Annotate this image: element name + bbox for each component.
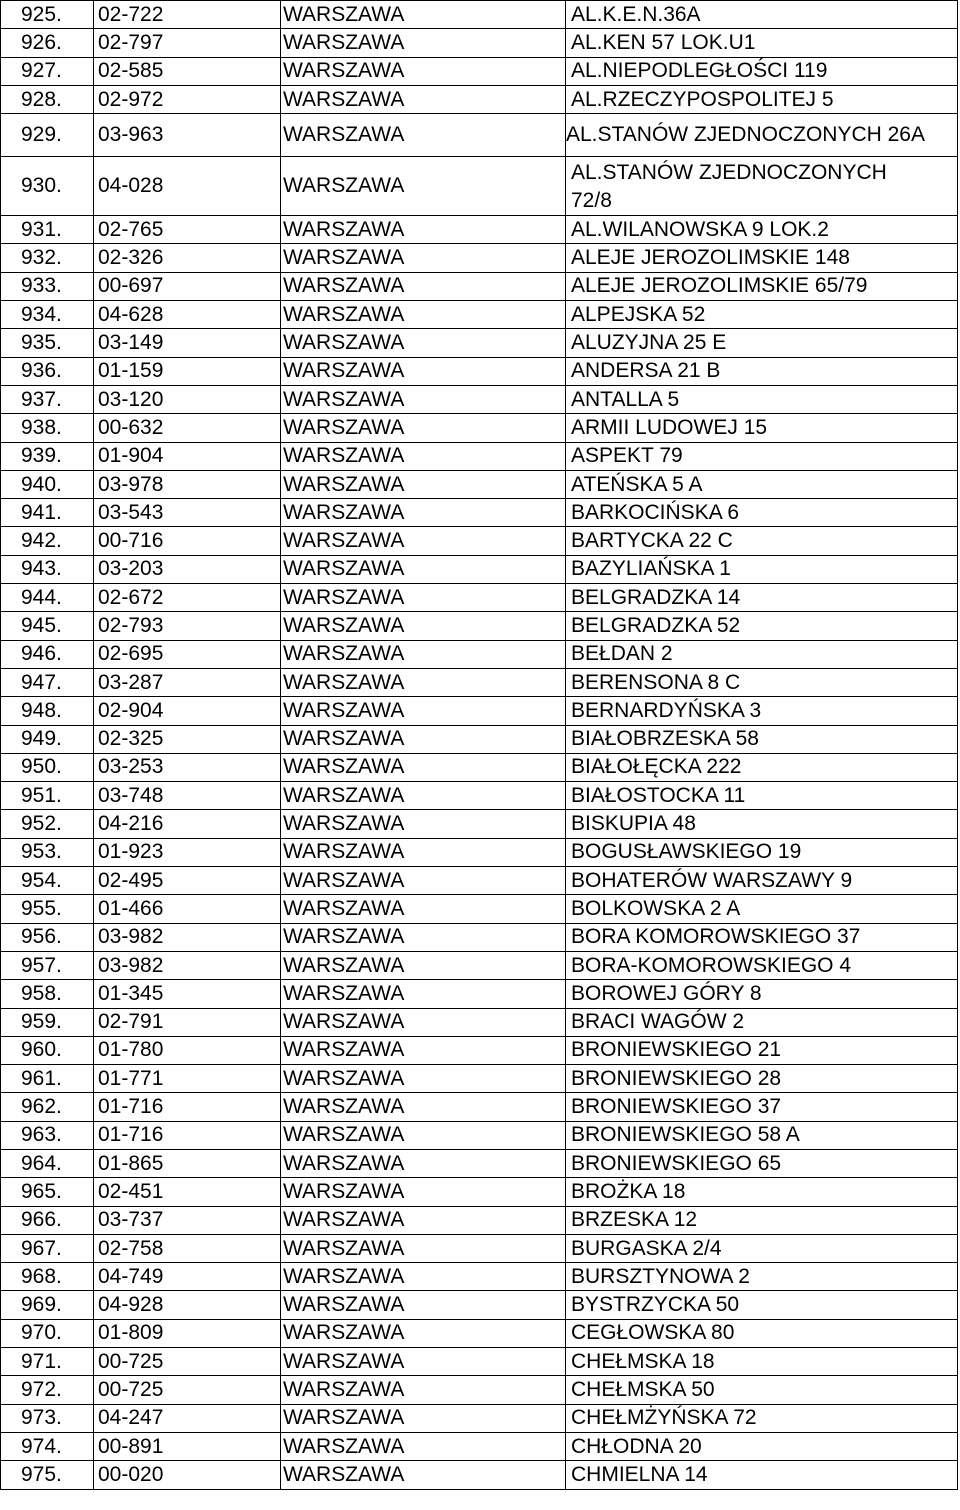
street-address: BARTYCKA 22 C: [566, 527, 958, 555]
table-row: [1, 1319, 958, 1347]
city-name: WARSZAWA: [281, 838, 566, 866]
row-number: 952.: [1, 810, 94, 838]
street-address: ATEŃSKA 5 A: [566, 470, 958, 498]
postal-code: 01-865: [94, 1149, 281, 1177]
city-name: WARSZAWA: [281, 272, 566, 300]
table-row: [1, 612, 958, 640]
postal-code: 03-982: [94, 923, 281, 951]
postal-code: 01-771: [94, 1065, 281, 1093]
table-row: [1, 29, 958, 57]
city-name: WARSZAWA: [281, 1319, 566, 1347]
row-number: 957.: [1, 951, 94, 979]
row-number: 938.: [1, 414, 94, 442]
postal-code: 01-809: [94, 1319, 281, 1347]
table-row: [1, 838, 958, 866]
street-address: CHEŁMSKA 18: [566, 1348, 958, 1376]
postal-code: 03-287: [94, 668, 281, 696]
city-name: WARSZAWA: [281, 301, 566, 329]
postal-code: 03-543: [94, 499, 281, 527]
row-number: 973.: [1, 1404, 94, 1432]
table-row: [1, 385, 958, 413]
city-name: WARSZAWA: [281, 1036, 566, 1064]
table-row: [1, 867, 958, 895]
row-number: 942.: [1, 527, 94, 555]
table-row: [1, 114, 958, 157]
row-number: 947.: [1, 668, 94, 696]
postal-code: 02-722: [94, 1, 281, 29]
city-name: WARSZAWA: [281, 640, 566, 668]
city-name: WARSZAWA: [281, 114, 566, 157]
city-name: WARSZAWA: [281, 1, 566, 29]
postal-code: 01-345: [94, 980, 281, 1008]
city-name: WARSZAWA: [281, 668, 566, 696]
street-address: BOGUSŁAWSKIEGO 19: [566, 838, 958, 866]
city-name: WARSZAWA: [281, 29, 566, 57]
table-row: [1, 216, 958, 244]
street-address: ARMII LUDOWEJ 15: [566, 414, 958, 442]
row-number: 956.: [1, 923, 94, 951]
postal-code: 04-628: [94, 301, 281, 329]
row-number: 948.: [1, 697, 94, 725]
street-address: BROŻKA 18: [566, 1178, 958, 1206]
street-address: ALEJE JEROZOLIMSKIE 148: [566, 244, 958, 272]
table-row: [1, 1376, 958, 1404]
street-address: BYSTRZYCKA 50: [566, 1291, 958, 1319]
street-address: BEŁDAN 2: [566, 640, 958, 668]
address-table-body: [1, 1, 958, 1490]
table-row: [1, 1065, 958, 1093]
postal-code: 03-963: [94, 114, 281, 157]
table-row: [1, 1234, 958, 1262]
row-number: 955.: [1, 895, 94, 923]
city-name: WARSZAWA: [281, 980, 566, 1008]
row-number: 963.: [1, 1121, 94, 1149]
table-row: [1, 329, 958, 357]
postal-code: 00-632: [94, 414, 281, 442]
row-number: 975.: [1, 1461, 94, 1489]
table-row: [1, 57, 958, 85]
street-address: BRZESKA 12: [566, 1206, 958, 1234]
street-address: BISKUPIA 48: [566, 810, 958, 838]
street-address: BERENSONA 8 C: [566, 668, 958, 696]
postal-code: 02-326: [94, 244, 281, 272]
city-name: WARSZAWA: [281, 1206, 566, 1234]
row-number: 953.: [1, 838, 94, 866]
postal-code: 02-972: [94, 85, 281, 113]
city-name: WARSZAWA: [281, 1149, 566, 1177]
city-name: WARSZAWA: [281, 725, 566, 753]
row-number: 974.: [1, 1432, 94, 1460]
row-number: 939.: [1, 442, 94, 470]
street-address: BRONIEWSKIEGO 21: [566, 1036, 958, 1064]
street-address: BOROWEJ GÓRY 8: [566, 980, 958, 1008]
table-row: [1, 697, 958, 725]
row-number: 927.: [1, 57, 94, 85]
postal-code: 00-020: [94, 1461, 281, 1489]
table-row: [1, 895, 958, 923]
city-name: WARSZAWA: [281, 414, 566, 442]
row-number: 965.: [1, 1178, 94, 1206]
postal-code: 02-797: [94, 29, 281, 57]
street-address: BERNARDYŃSKA 3: [566, 697, 958, 725]
city-name: WARSZAWA: [281, 157, 566, 216]
city-name: WARSZAWA: [281, 442, 566, 470]
row-number: 930.: [1, 157, 94, 216]
city-name: WARSZAWA: [281, 385, 566, 413]
row-number: 961.: [1, 1065, 94, 1093]
street-address: ASPEKT 79: [566, 442, 958, 470]
table-row: [1, 584, 958, 612]
city-name: WARSZAWA: [281, 697, 566, 725]
table-row: [1, 470, 958, 498]
city-name: WARSZAWA: [281, 216, 566, 244]
city-name: WARSZAWA: [281, 923, 566, 951]
street-address: AL.K.E.N.36A: [566, 1, 958, 29]
city-name: WARSZAWA: [281, 357, 566, 385]
city-name: WARSZAWA: [281, 951, 566, 979]
table-row: [1, 1178, 958, 1206]
city-name: WARSZAWA: [281, 810, 566, 838]
postal-code: 03-978: [94, 470, 281, 498]
city-name: WARSZAWA: [281, 867, 566, 895]
street-address: AL.KEN 57 LOK.U1: [566, 29, 958, 57]
row-number: 950.: [1, 753, 94, 781]
row-number: 972.: [1, 1376, 94, 1404]
postal-code: 02-904: [94, 697, 281, 725]
street-address: AL.STANÓW ZJEDNOCZONYCH 26A: [566, 114, 958, 157]
postal-code: 01-466: [94, 895, 281, 923]
postal-code: 03-737: [94, 1206, 281, 1234]
table-row: [1, 157, 958, 216]
table-row: [1, 1149, 958, 1177]
row-number: 969.: [1, 1291, 94, 1319]
row-number: 940.: [1, 470, 94, 498]
city-name: WARSZAWA: [281, 1348, 566, 1376]
city-name: WARSZAWA: [281, 470, 566, 498]
postal-code: 02-758: [94, 1234, 281, 1262]
city-name: WARSZAWA: [281, 555, 566, 583]
table-row: [1, 85, 958, 113]
street-address: AL.NIEPODLEGŁOŚCI 119: [566, 57, 958, 85]
city-name: WARSZAWA: [281, 1263, 566, 1291]
postal-code: 03-982: [94, 951, 281, 979]
table-row: [1, 1, 958, 29]
postal-code: 04-928: [94, 1291, 281, 1319]
postal-code: 03-203: [94, 555, 281, 583]
table-row: [1, 1461, 958, 1489]
street-address: BARKOCIŃSKA 6: [566, 499, 958, 527]
city-name: WARSZAWA: [281, 527, 566, 555]
city-name: WARSZAWA: [281, 1178, 566, 1206]
street-address: BOLKOWSKA 2 A: [566, 895, 958, 923]
city-name: WARSZAWA: [281, 1121, 566, 1149]
street-address: CHEŁMSKA 50: [566, 1376, 958, 1404]
postal-code: 01-716: [94, 1121, 281, 1149]
city-name: WARSZAWA: [281, 782, 566, 810]
city-name: WARSZAWA: [281, 584, 566, 612]
table-row: [1, 1121, 958, 1149]
row-number: 964.: [1, 1149, 94, 1177]
row-number: 958.: [1, 980, 94, 1008]
table-row: [1, 923, 958, 951]
street-address: ANTALLA 5: [566, 385, 958, 413]
street-address: ALUZYJNA 25 E: [566, 329, 958, 357]
street-address: AL.WILANOWSKA 9 LOK.2: [566, 216, 958, 244]
city-name: WARSZAWA: [281, 57, 566, 85]
row-number: 966.: [1, 1206, 94, 1234]
table-row: [1, 725, 958, 753]
table-row: [1, 301, 958, 329]
postal-code: 02-672: [94, 584, 281, 612]
postal-code: 02-695: [94, 640, 281, 668]
table-row: [1, 1036, 958, 1064]
city-name: WARSZAWA: [281, 1432, 566, 1460]
table-row: [1, 244, 958, 272]
table-row: [1, 980, 958, 1008]
table-row: [1, 753, 958, 781]
street-address: BURGASKA 2/4: [566, 1234, 958, 1262]
city-name: WARSZAWA: [281, 1093, 566, 1121]
postal-code: 00-725: [94, 1348, 281, 1376]
row-number: 941.: [1, 499, 94, 527]
table-row: [1, 527, 958, 555]
street-address: BRONIEWSKIEGO 58 A: [566, 1121, 958, 1149]
street-address: BORA-KOMOROWSKIEGO 4: [566, 951, 958, 979]
street-address: BRONIEWSKIEGO 65: [566, 1149, 958, 1177]
city-name: WARSZAWA: [281, 1461, 566, 1489]
street-address: BOHATERÓW WARSZAWY 9: [566, 867, 958, 895]
table-row: [1, 1008, 958, 1036]
row-number: 926.: [1, 29, 94, 57]
street-address: ALEJE JEROZOLIMSKIE 65/79: [566, 272, 958, 300]
postal-code: 03-120: [94, 385, 281, 413]
street-address: CHEŁMŻYŃSKA 72: [566, 1404, 958, 1432]
row-number: 959.: [1, 1008, 94, 1036]
postal-code: 02-791: [94, 1008, 281, 1036]
postal-code: 02-451: [94, 1178, 281, 1206]
table-row: [1, 668, 958, 696]
postal-code: 04-028: [94, 157, 281, 216]
postal-code: 02-793: [94, 612, 281, 640]
postal-code: 02-325: [94, 725, 281, 753]
street-address: BELGRADZKA 52: [566, 612, 958, 640]
city-name: WARSZAWA: [281, 895, 566, 923]
postal-code: 01-159: [94, 357, 281, 385]
row-number: 934.: [1, 301, 94, 329]
street-address: BRONIEWSKIEGO 37: [566, 1093, 958, 1121]
row-number: 933.: [1, 272, 94, 300]
table-row: [1, 951, 958, 979]
postal-code: 00-697: [94, 272, 281, 300]
row-number: 971.: [1, 1348, 94, 1376]
city-name: WARSZAWA: [281, 1376, 566, 1404]
row-number: 960.: [1, 1036, 94, 1064]
street-address: BRONIEWSKIEGO 28: [566, 1065, 958, 1093]
postal-code: 01-780: [94, 1036, 281, 1064]
street-address: CHŁODNA 20: [566, 1432, 958, 1460]
postal-code: 02-765: [94, 216, 281, 244]
row-number: 936.: [1, 357, 94, 385]
postal-code: 01-716: [94, 1093, 281, 1121]
table-row: [1, 810, 958, 838]
postal-code: 00-891: [94, 1432, 281, 1460]
row-number: 968.: [1, 1263, 94, 1291]
postal-code: 02-495: [94, 867, 281, 895]
city-name: WARSZAWA: [281, 499, 566, 527]
row-number: 931.: [1, 216, 94, 244]
row-number: 928.: [1, 85, 94, 113]
table-row: [1, 1432, 958, 1460]
street-address: BIAŁOBRZESKA 58: [566, 725, 958, 753]
table-row: [1, 1404, 958, 1432]
postal-code: 00-725: [94, 1376, 281, 1404]
table-row: [1, 1093, 958, 1121]
table-row: [1, 499, 958, 527]
street-address: ALPEJSKA 52: [566, 301, 958, 329]
table-row: [1, 1291, 958, 1319]
row-number: 935.: [1, 329, 94, 357]
table-row: [1, 442, 958, 470]
city-name: WARSZAWA: [281, 753, 566, 781]
row-number: 970.: [1, 1319, 94, 1347]
row-number: 954.: [1, 867, 94, 895]
postal-code: 02-585: [94, 57, 281, 85]
table-row: [1, 414, 958, 442]
city-name: WARSZAWA: [281, 244, 566, 272]
table-row: [1, 357, 958, 385]
row-number: 937.: [1, 385, 94, 413]
row-number: 932.: [1, 244, 94, 272]
row-number: 951.: [1, 782, 94, 810]
city-name: WARSZAWA: [281, 329, 566, 357]
table-row: [1, 640, 958, 668]
city-name: WARSZAWA: [281, 1008, 566, 1036]
street-address: BRACI WAGÓW 2: [566, 1008, 958, 1036]
street-address: AL.RZECZYPOSPOLITEJ 5: [566, 85, 958, 113]
table-row: [1, 1206, 958, 1234]
street-address: ANDERSA 21 B: [566, 357, 958, 385]
row-number: 925.: [1, 1, 94, 29]
row-number: 944.: [1, 584, 94, 612]
street-address: AL.STANÓW ZJEDNOCZONYCH 72/8: [566, 157, 958, 216]
street-address: BURSZTYNOWA 2: [566, 1263, 958, 1291]
street-address: CHMIELNA 14: [566, 1461, 958, 1489]
postal-code: 03-253: [94, 753, 281, 781]
postal-code: 00-716: [94, 527, 281, 555]
postal-code: 03-149: [94, 329, 281, 357]
row-number: 967.: [1, 1234, 94, 1262]
street-address: BIAŁOSTOCKA 11: [566, 782, 958, 810]
street-address: BELGRADZKA 14: [566, 584, 958, 612]
row-number: 949.: [1, 725, 94, 753]
city-name: WARSZAWA: [281, 85, 566, 113]
street-address: BORA KOMOROWSKIEGO 37: [566, 923, 958, 951]
postal-code: 04-247: [94, 1404, 281, 1432]
row-number: 946.: [1, 640, 94, 668]
street-address: CEGŁOWSKA 80: [566, 1319, 958, 1347]
row-number: 943.: [1, 555, 94, 583]
postal-code: 04-216: [94, 810, 281, 838]
postal-code: 04-749: [94, 1263, 281, 1291]
row-number: 945.: [1, 612, 94, 640]
table-row: [1, 782, 958, 810]
row-number: 929.: [1, 114, 94, 157]
city-name: WARSZAWA: [281, 612, 566, 640]
table-row: [1, 1263, 958, 1291]
city-name: WARSZAWA: [281, 1065, 566, 1093]
postal-code: 03-748: [94, 782, 281, 810]
city-name: WARSZAWA: [281, 1291, 566, 1319]
table-row: [1, 555, 958, 583]
street-address: BIAŁOŁĘCKA 222: [566, 753, 958, 781]
city-name: WARSZAWA: [281, 1404, 566, 1432]
postal-code: 01-923: [94, 838, 281, 866]
street-address: BAZYLIAŃSKA 1: [566, 555, 958, 583]
table-row: [1, 272, 958, 300]
city-name: WARSZAWA: [281, 1234, 566, 1262]
row-number: 962.: [1, 1093, 94, 1121]
postal-code: 01-904: [94, 442, 281, 470]
table-row: [1, 1348, 958, 1376]
